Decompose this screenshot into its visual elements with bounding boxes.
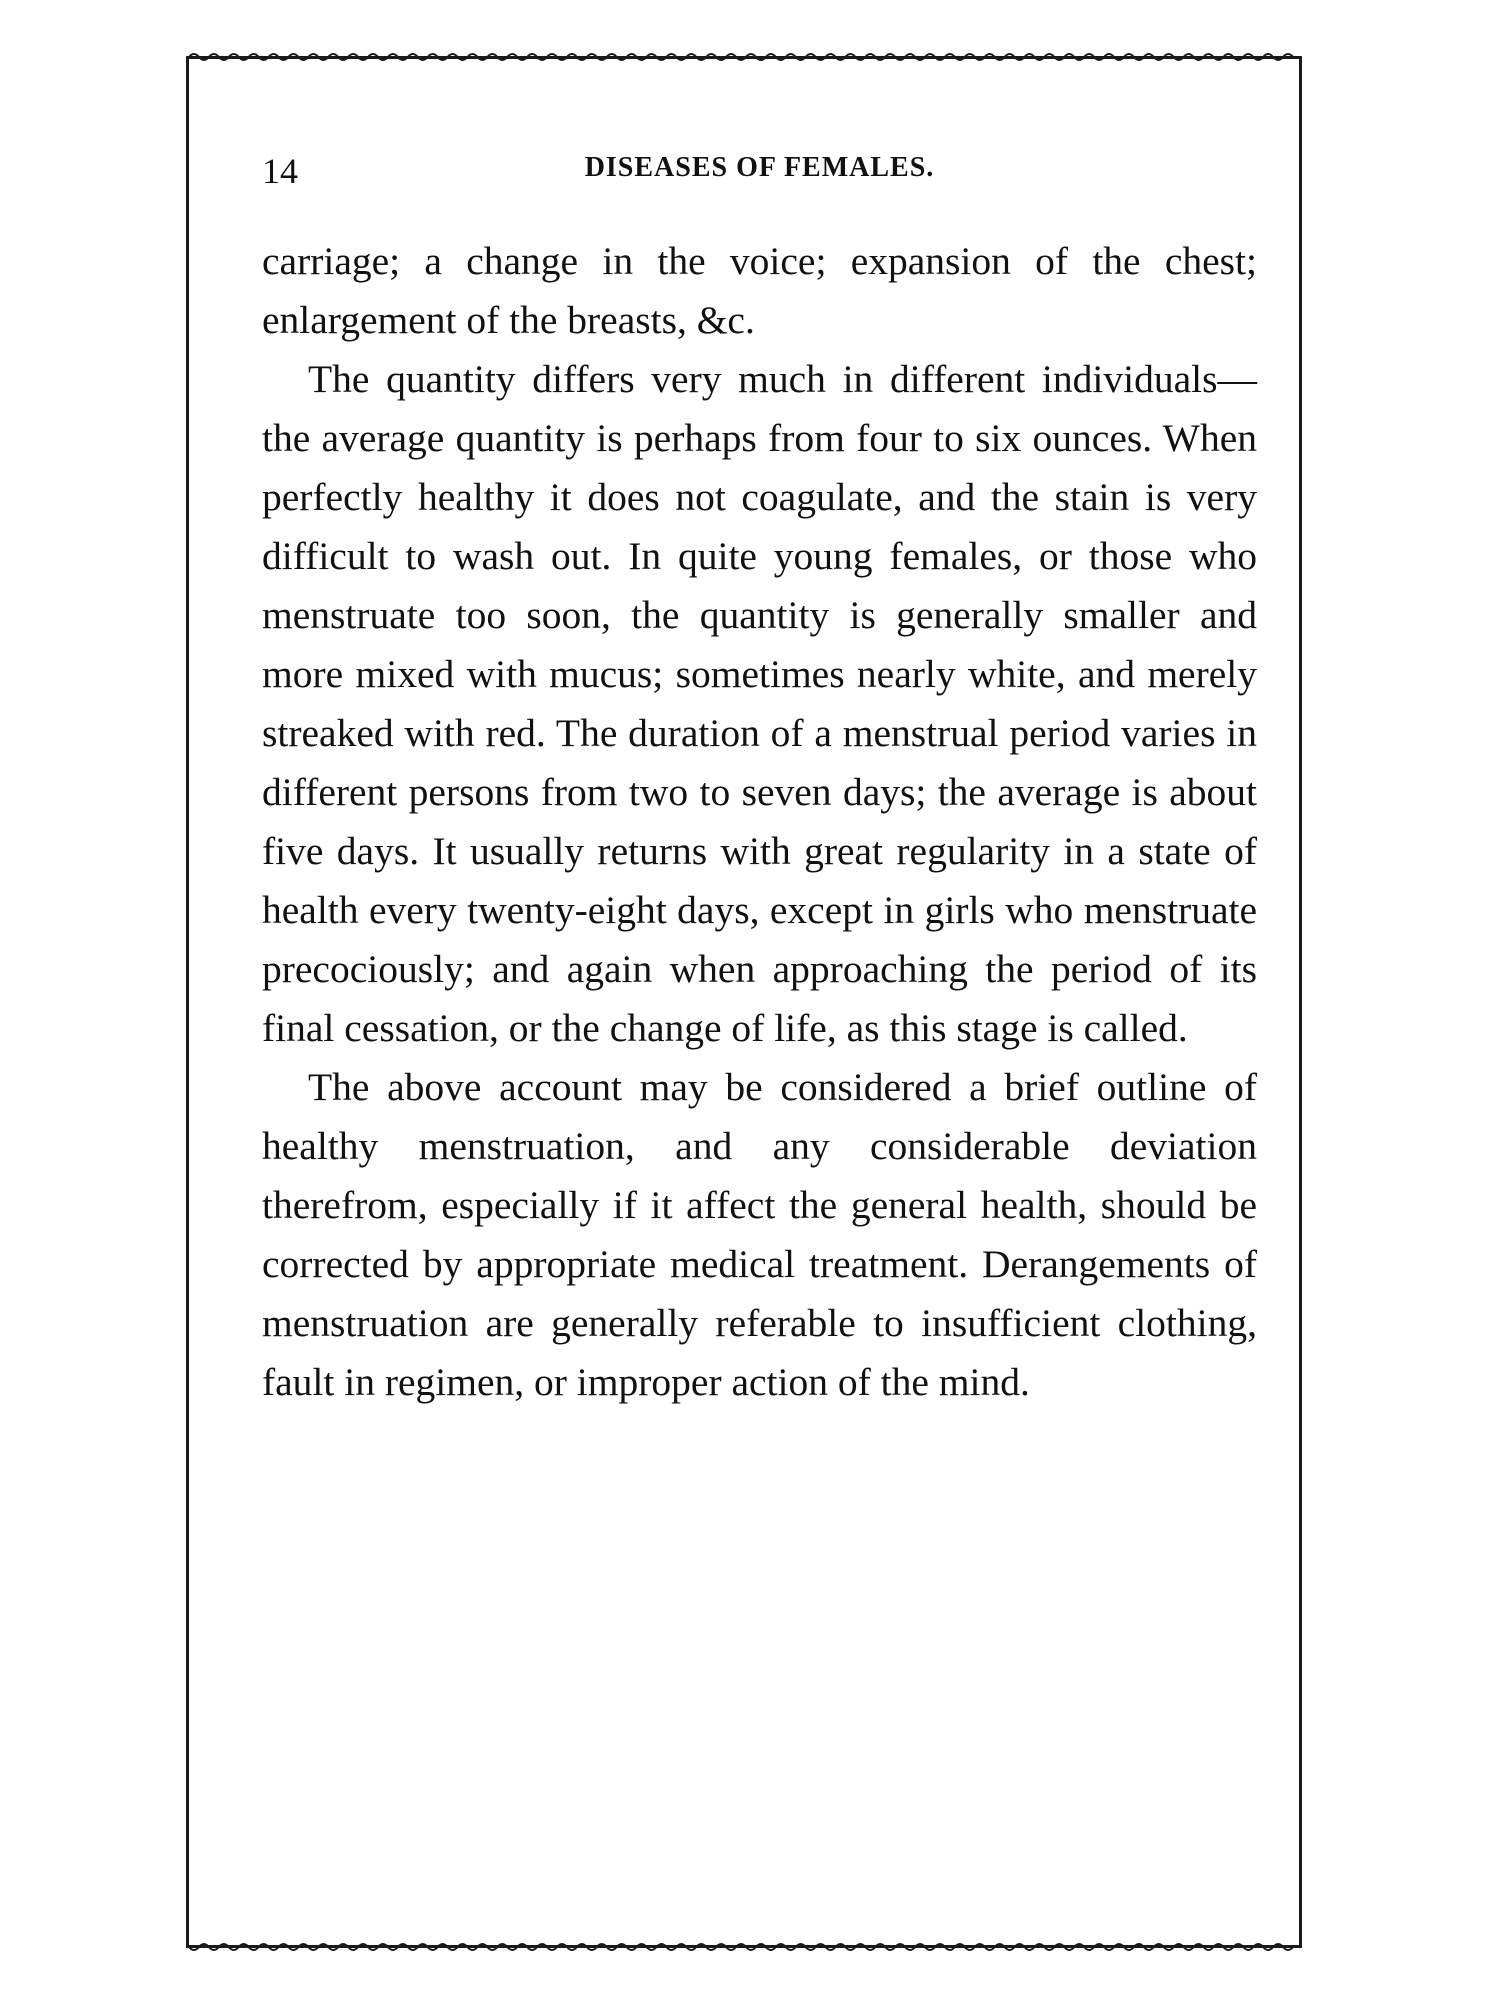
paragraph-3: The above account may be considered a brief outline of healthy menstruation, and any considerable deviation therefrom, especially if it affect the general health, should be corrected by appropriate medical treatment. Derangements of menstruation are generally referable to insufficient clothing, fault in regimen, or improper action of the mind.: [262, 1065, 1257, 1404]
page-border-bottom-ornament: [189, 1941, 1299, 1953]
body-text: [262, 232, 1257, 1412]
running-head: DISEASES OF FEMALES.: [584, 152, 935, 183]
page-border-top-ornament: [189, 51, 1299, 63]
paragraph-1: carriage; a change in the voice; expansion of the chest; enlargement of the breasts, &c.: [262, 239, 1257, 342]
paragraph-2: The quantity differs very much in different individuals—the average quantity is perhaps from four to six ounces. When perfectly healthy it does not coagulate, and the stain is very difficult to wash out. In quite young females, or those who menstruate too soon, the quantity is generally smaller and more mixed with mucus; sometimes nearly white, and merely streaked with red. The duration of a menstrual period varies in different persons from two to seven days; the average is about five days. It usually returns with great regularity in a state of health every twenty-eight days, except in girls who menstruate precociously; and again when approaching the period of its final cessation, or the change of life, as this stage is called.: [262, 357, 1257, 1050]
page-header: [262, 150, 1257, 200]
page-number: 14: [262, 151, 298, 191]
